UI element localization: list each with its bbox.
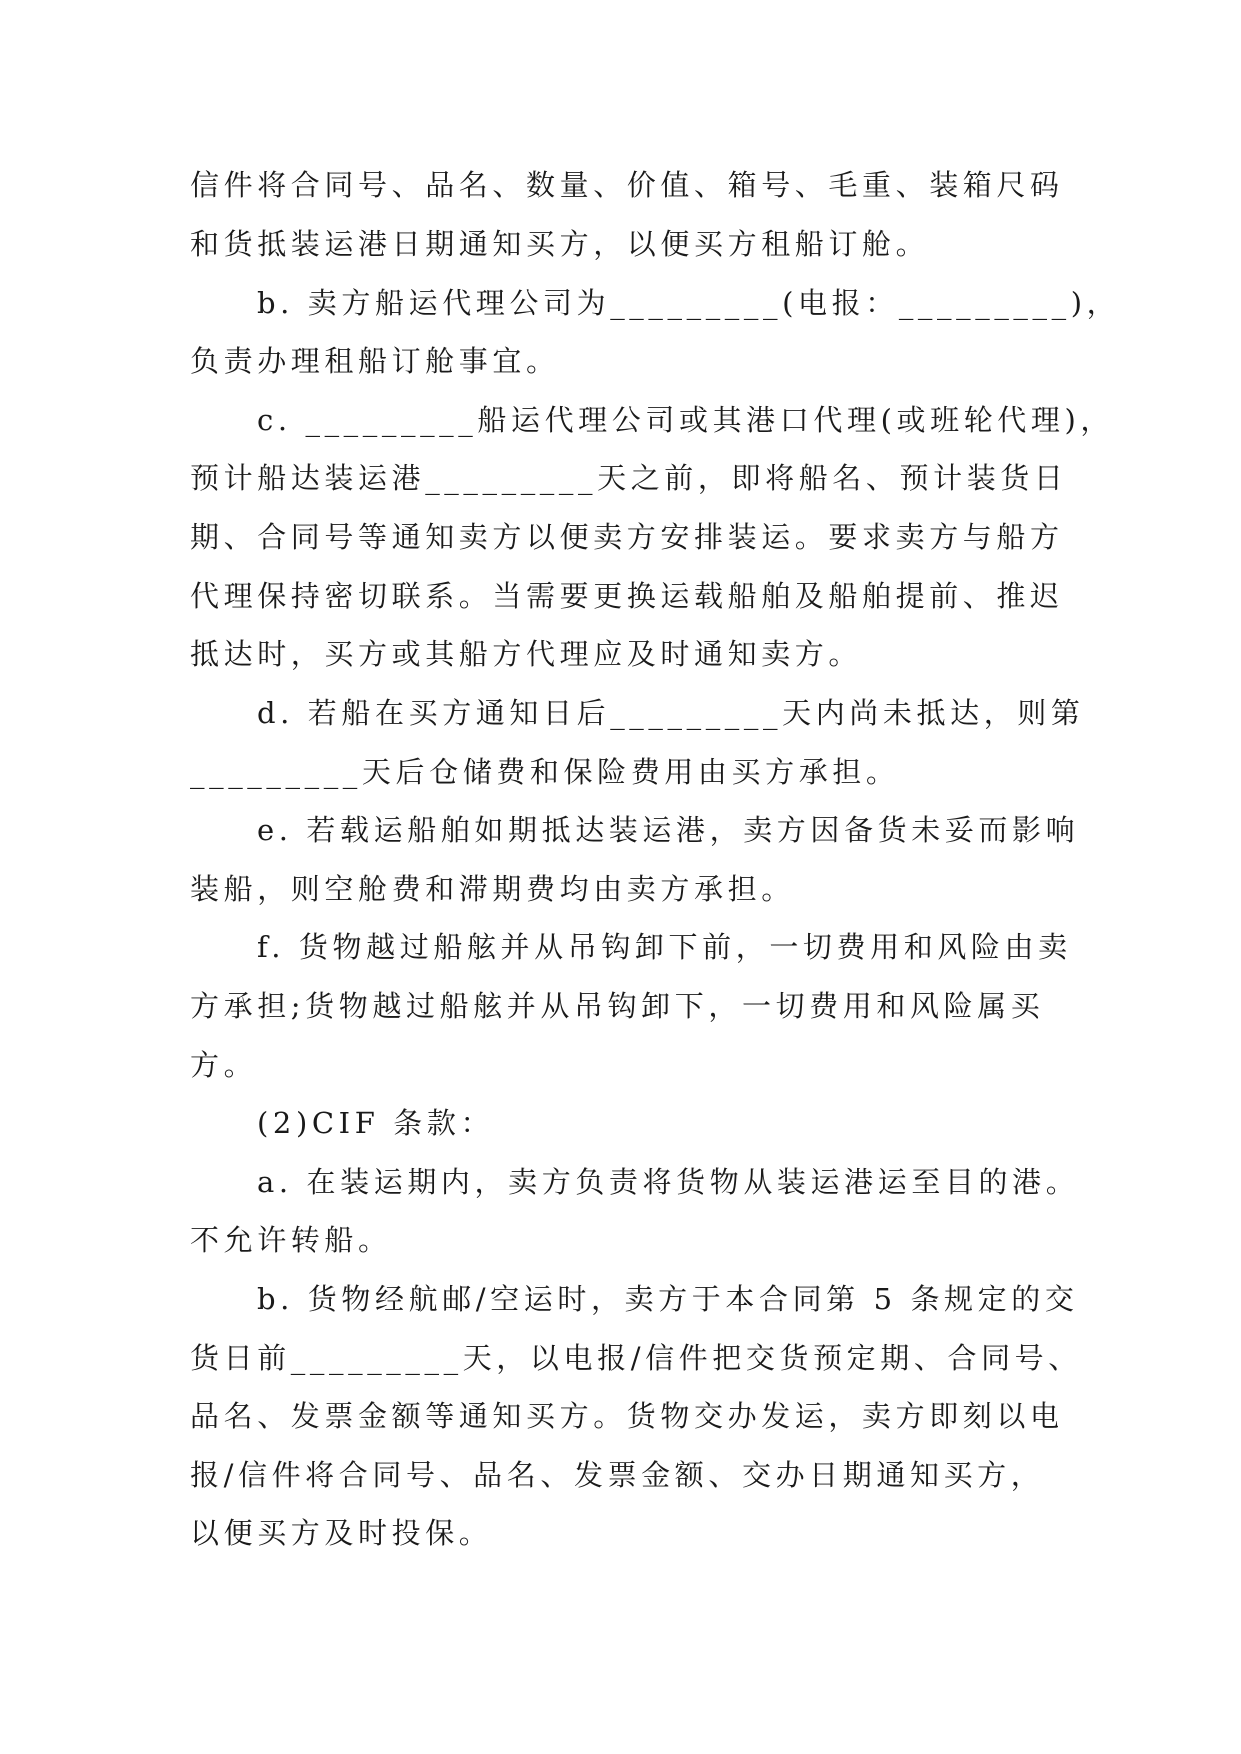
text-line: (2)CIF 条款： [257,1106,495,1140]
text-line: 报/信件将合同号、品名、发票金额、交办日期通知买方， [190,1458,1045,1492]
text-line: a. 在装运期内，卖方负责将货物从装运港运至目的港。 [257,1165,1080,1199]
text-line: 方。 [190,1048,258,1082]
text-line: 负责办理租船订舱事宜。 [190,344,560,378]
text-line: b. 货物经航邮/空运时，卖方于本合同第 5 条规定的交 [257,1282,1079,1316]
text-line: 方承担;货物越过船舷并从吊钩卸下，一切费用和风险属买 [190,989,1045,1023]
text-line: 抵达时，买方或其船方代理应及时通知卖方。 [190,637,863,671]
text-line: 不允许转船。 [190,1223,392,1257]
text-line: 预计船达装运港_________天之前，即将船名、预计装货日 [190,461,1068,495]
text-line: 信件将合同号、品名、数量、价值、箱号、毛重、装箱尺码 [190,168,1064,202]
text-line: b. 卖方船运代理公司为_________(电报：_________)， [257,286,1121,320]
text-line: 装船，则空舱费和滞期费均由卖方承担。 [190,872,795,906]
text-line: 品名、发票金额等通知买方。货物交办发运，卖方即刻以电 [190,1399,1064,1433]
text-line: 和货抵装运港日期通知买方，以便买方租船订舱。 [190,227,930,261]
text-line: 代理保持密切联系。当需要更换运载船舶及船舶提前、推迟 [190,579,1064,613]
text-line: d. 若船在买方通知日后_________天内尚未抵达，则第 [257,696,1085,730]
text-line: f. 货物越过船舷并从吊钩卸下前，一切费用和风险由卖 [257,930,1072,964]
text-line: 以便买方及时投保。 [190,1516,493,1550]
text-line: 期、合同号等通知卖方以便卖方安排装运。要求卖方与船方 [190,520,1064,554]
text-line: 货日前_________天，以电报/信件把交货预定期、合同号、 [190,1341,1082,1375]
text-line: e. 若载运船舶如期抵达装运港，卖方因备货未妥而影响 [257,813,1080,847]
text-line: _________天后仓储费和保险费用由买方承担。 [190,755,900,789]
text-line: c. _________船运代理公司或其港口代理(或班轮代理)， [257,403,1115,437]
